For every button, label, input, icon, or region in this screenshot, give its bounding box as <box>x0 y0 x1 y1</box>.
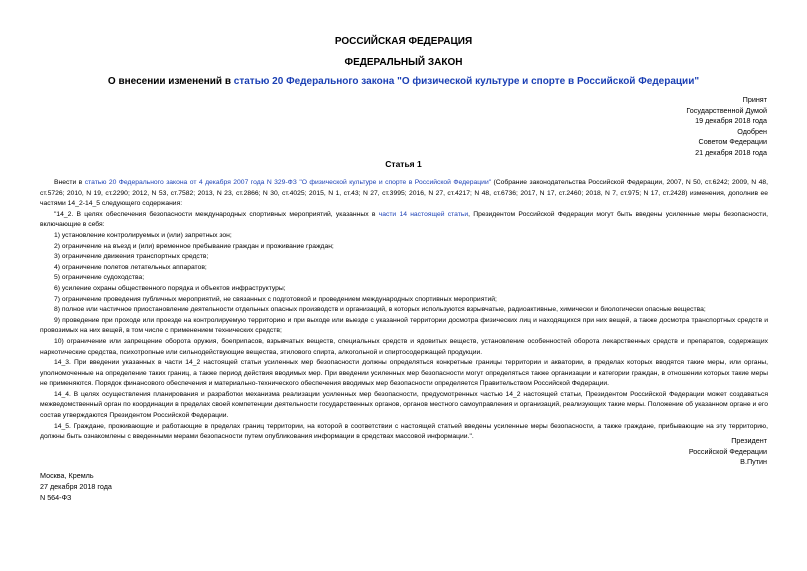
adoption-line: Одобрен <box>737 126 767 136</box>
p14-2-text-cont: , Президентом Российской Федерации могут быть введены усиленные меры безопасности, включающие в себя: <box>40 210 768 229</box>
intro-paragraph <box>40 178 768 210</box>
list-item: 7) ограничение проведения публичных мероприятий, не связанных с подготовкой и проведением международных спортивных мероприятий; <box>54 295 497 303</box>
paragraph-14-5: 14_5. Граждане, проживающие и работающие в пределах границ территории, на которой в соответствии с настоящей статьей введены усиленные меры безопасности, а также граждане, прибывающие на эту территорию, должны быть ознакомлены с введенными мерами безопасности путем опубликования информации в средствах массовой информации.". <box>40 422 768 441</box>
adoption-block <box>686 95 767 158</box>
list-item: 10) ограничение или запрещение оборота оружия, боеприпасов, взрывчатых веществ, специальных средств и ядовитых веществ, установление особенностей оборота лекарственных средств и препаратов, содержащих наркотические средства, психотропные или сильнодействующие вещества, этилового спирта, алкогольной и спиртосодержащей продукции. <box>40 337 768 356</box>
list-item: 5) ограничение судоходства; <box>54 274 145 282</box>
law-type-heading: ФЕДЕРАЛЬНЫЙ ЗАКОН <box>344 57 463 68</box>
law-number: N 564-ФЗ <box>40 493 72 502</box>
list-item: 4) ограничение полетов летательных аппаратов; <box>54 263 207 271</box>
intro-law-link[interactable]: статью 20 Федерального закона от 4 декабря 2007 года N 329-ФЗ "О физической культуре и спорте в Российской Федерации" <box>84 179 492 186</box>
signature-line: В.Путин <box>740 457 767 466</box>
list-item: 2) ограничение на въезд и (или) временное пребывание граждан и проживание граждан; <box>54 242 334 250</box>
list-item: 9) проведение при проходе или проезде на контролируемую территорию и при выходе или выезде с указанной территории досмотра физических лиц и находящихся при них вещей, а также досмотра транспортных средств и провозимых на них вещей, в том числе с применением технических средств; <box>40 316 768 335</box>
article-title: Статья 1 <box>385 159 422 169</box>
list-item: 3) ограничение движения транспортных средств; <box>54 253 209 261</box>
intro-text-cont: (Собрание законодательства Российской Федерации, 2007, N 50, ст.6242; 2009, N 48, ст.5726; 2010, N 19, ст.2290; 2012, N 53, ст.7582; 2013, N 23, ст.2866; N 30, ст.4025; 2015, N 1, ст.43; N 27, ст.3995; 2016, N 27, ст.4217; N 48, ст.6736; 2017, N 17, ст.2460; 2018, N 7, ст.975; N 17, ст.2428) изменения, дополнив ее частями 14_2-14_5 следующего содержания: <box>40 179 768 208</box>
p14-2-text: "14_2. В целях обеспечения безопасности международных спортивных мероприятий, указанных в <box>54 210 379 218</box>
adoption-line: 19 декабря 2018 года <box>695 116 767 125</box>
article-body <box>40 178 768 443</box>
part-14-link[interactable]: части 14 настоящей статьи <box>378 210 469 218</box>
paragraph-14-3: 14_3. При введении указанных в части 14_2 настоящей статьи усиленных мер безопасности должны определяться конкретные границы территории и акватории, в пределах которых вводятся такие меры, или органы, уполномоченные на определение таких границ, а также период действия вводимых мер. При введении усиленных мер безопасности могут определяться также организации и категории граждан, в отношении которых такие меры не применяются. Порядок финансового обеспечения и материально-технического обеспечения вводимых мер безопасности определяется Правительством Российской Федерации. <box>40 359 768 388</box>
list-item: 8) полное или частичное приостановление деятельности отдельных опасных производств и организаций, в которых используются взрывчатые, радиоактивные, химически и биологически опасные вещества; <box>54 306 706 314</box>
paragraph-14-2 <box>40 210 768 231</box>
place-line: Москва, Кремль <box>40 471 94 480</box>
adoption-line: Принят <box>742 95 767 104</box>
list-item: 6) усиление охраны общественного порядка и объектов инфраструктуры; <box>54 284 286 292</box>
law-title-link[interactable]: статью 20 Федерального закона "О физической культуре и спорте в Российской Федерации" <box>233 76 700 87</box>
adoption-line: Советом Федерации <box>698 137 767 146</box>
signature-block <box>689 436 767 468</box>
country-heading: РОССИЙСКАЯ ФЕДЕРАЦИЯ <box>334 36 473 47</box>
signature-line: Российской Федерации <box>688 446 767 456</box>
date-line: 27 декабря 2018 года <box>40 482 112 491</box>
law-title-prefix: О внесении изменений в <box>107 76 234 87</box>
adoption-line: Государственной Думой <box>686 105 767 115</box>
place-date-block <box>40 470 112 503</box>
paragraph-14-4: 14_4. В целях осуществления планирования и разработки механизма реализации усиленных мер безопасности, предусмотренных частью 14_2 настоящей статьи, Президентом Российской Федерации может создаваться межведомственный орган по координации в пределах своей компетенции деятельности государственных органов, органов местного самоуправления и организаций, реализующих такие меры. Положение об указанном органе и его состав утверждаются Президентом Российской Федерации. <box>40 390 768 420</box>
list-item: 1) установление контролируемых и (или) запретных зон; <box>54 231 232 239</box>
adoption-line: 21 декабря 2018 года <box>695 147 767 157</box>
intro-text: Внести в <box>54 179 85 186</box>
law-title <box>0 76 807 87</box>
signature-line: Президент <box>731 436 767 445</box>
